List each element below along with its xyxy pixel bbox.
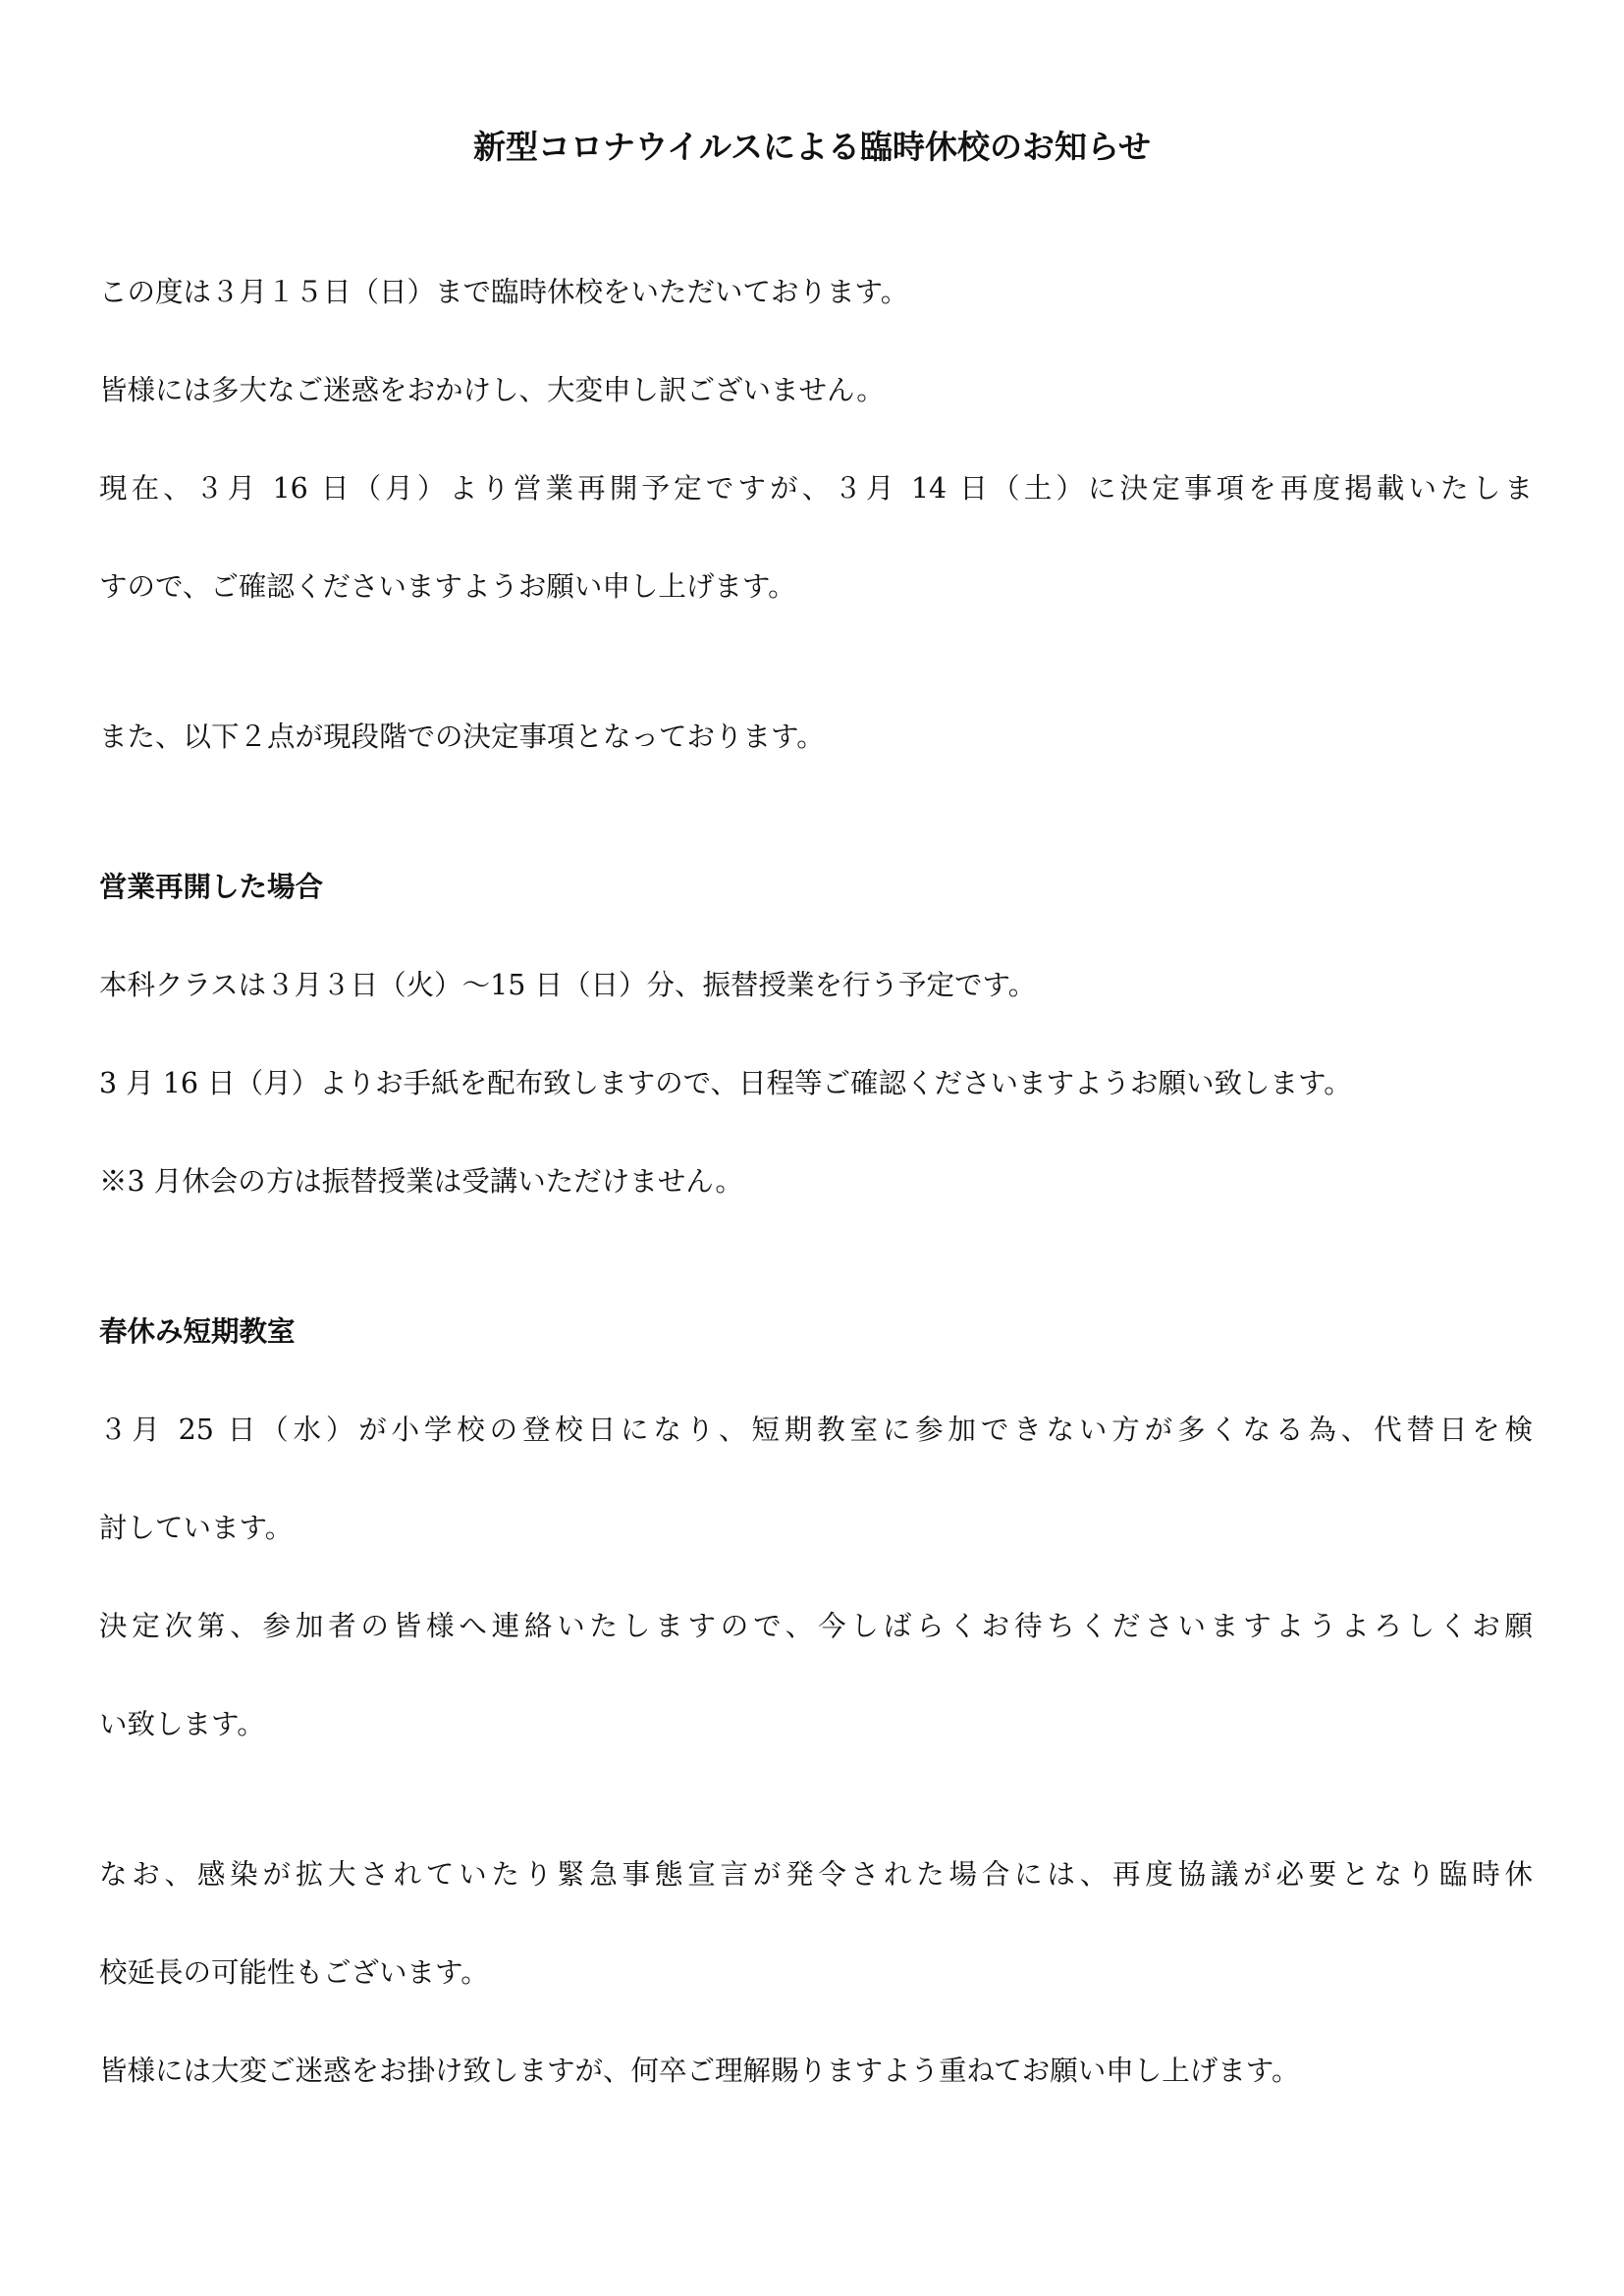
- intro-line-3a: 現在、３月 16 日（月）より営業再開予定ですが、３月 14 日（土）に決定事項を再度掲載いたしま: [99, 472, 1533, 505]
- section1-line-2: 3 月 16 日（月）よりお手紙を配布致しますので、日程等ご確認くださいますようお願い致します。: [99, 1067, 1352, 1099]
- document-title: 新型コロナウイルスによる臨時休校のお知らせ: [472, 128, 1152, 166]
- closing-line-1a: なお、感染が拡大されていたり緊急事態宣言が発令された場合には、再度協議が必要となり臨時休: [99, 1858, 1533, 1891]
- intro-line-2: 皆様には多大なご迷惑をおかけし、大変申し訳ございません。: [99, 374, 885, 406]
- section2-line-2b: い致します。: [99, 1708, 265, 1740]
- section1-line-1: 本科クラスは３月３日（火）～15 日（日）分、振替授業を行う予定です。: [99, 969, 1037, 1001]
- closing-line-1b: 校延長の可能性もございます。: [99, 1956, 489, 1989]
- section2-line-1b: 討しています。: [99, 1512, 294, 1544]
- section-heading-spring-class: 春休み短期教室: [99, 1315, 296, 1348]
- intro-line-3b: すので、ご確認くださいますようお願い申し上げます。: [99, 570, 796, 603]
- section2-line-2a: 決定次第、参加者の皆様へ連絡いたしますので、今しばらくお待ちくださいますようよろしくお願: [99, 1610, 1533, 1642]
- closing-line-2: 皆様には大変ご迷惑をお掛け致しますが、何卒ご理解賜りますよう重ねてお願い申し上げます。: [99, 2055, 1300, 2087]
- section-heading-reopen: 営業再開した場合: [99, 871, 324, 903]
- section2-line-1a: ３月 25 日（水）が小学校の登校日になり、短期教室に参加できない方が多くなる為、代替日を検: [99, 1414, 1533, 1446]
- intro-line-4: また、以下２点が現段階での決定事項となっております。: [99, 721, 825, 753]
- intro-line-1: この度は３月１５日（日）まで臨時休校をいただいております。: [99, 276, 909, 308]
- section1-line-3: ※3 月休会の方は振替授業は受講いただけません。: [99, 1165, 743, 1198]
